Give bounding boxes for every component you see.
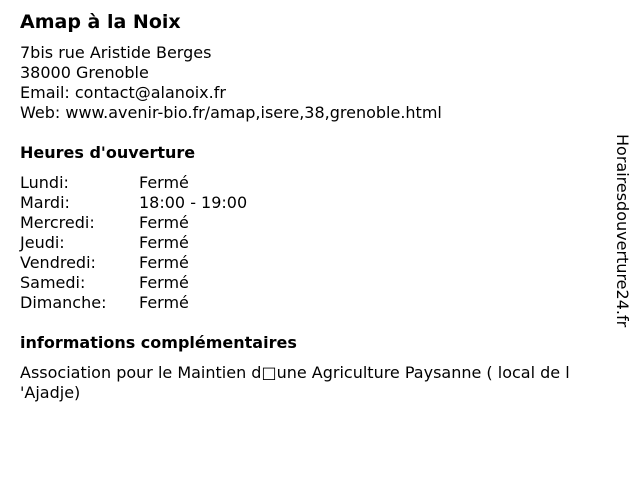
hours-value: Fermé bbox=[139, 173, 189, 192]
day-label: Dimanche: bbox=[20, 293, 107, 312]
website-line[interactable]: Web: www.avenir-bio.fr/amap,isere,38,grenoble.html bbox=[20, 103, 442, 122]
day-label: Samedi: bbox=[20, 273, 86, 292]
opening-hours-heading: Heures d'ouverture bbox=[20, 143, 196, 162]
hours-value: Fermé bbox=[139, 213, 189, 232]
day-label: Jeudi: bbox=[20, 233, 65, 252]
business-info-panel bbox=[20, 10, 616, 403]
watermark-label: Horairesdouverture24.fr bbox=[613, 134, 632, 328]
hours-row-thursday bbox=[20, 233, 616, 253]
opening-hours-list bbox=[20, 173, 616, 313]
hours-value: Fermé bbox=[139, 253, 189, 272]
hours-row-monday bbox=[20, 173, 616, 193]
hours-value: Fermé bbox=[139, 273, 189, 292]
hours-row-saturday bbox=[20, 273, 616, 293]
day-label: Lundi: bbox=[20, 173, 69, 192]
hours-row-sunday bbox=[20, 293, 616, 313]
address-line-1: 7bis rue Aristide Berges bbox=[20, 43, 212, 62]
additional-info-heading: informations complémentaires bbox=[20, 333, 297, 352]
day-label: Mardi: bbox=[20, 193, 70, 212]
address-line-2: 38000 Grenoble bbox=[20, 63, 149, 82]
day-label: Mercredi: bbox=[20, 213, 95, 232]
hours-value: Fermé bbox=[139, 293, 189, 312]
business-name: Amap à la Noix bbox=[20, 11, 181, 33]
hours-row-friday bbox=[20, 253, 616, 273]
hours-value: Fermé bbox=[139, 233, 189, 252]
hours-row-wednesday bbox=[20, 213, 616, 233]
day-label: Vendredi: bbox=[20, 253, 96, 272]
additional-info-text: Association pour le Maintien d□une Agriculture Paysanne ( local de l 'Ajadje) bbox=[20, 363, 570, 402]
hours-value: 18:00 - 19:00 bbox=[139, 193, 248, 212]
email-line[interactable]: Email: contact@alanoix.fr bbox=[20, 83, 226, 102]
hours-row-tuesday bbox=[20, 193, 616, 213]
